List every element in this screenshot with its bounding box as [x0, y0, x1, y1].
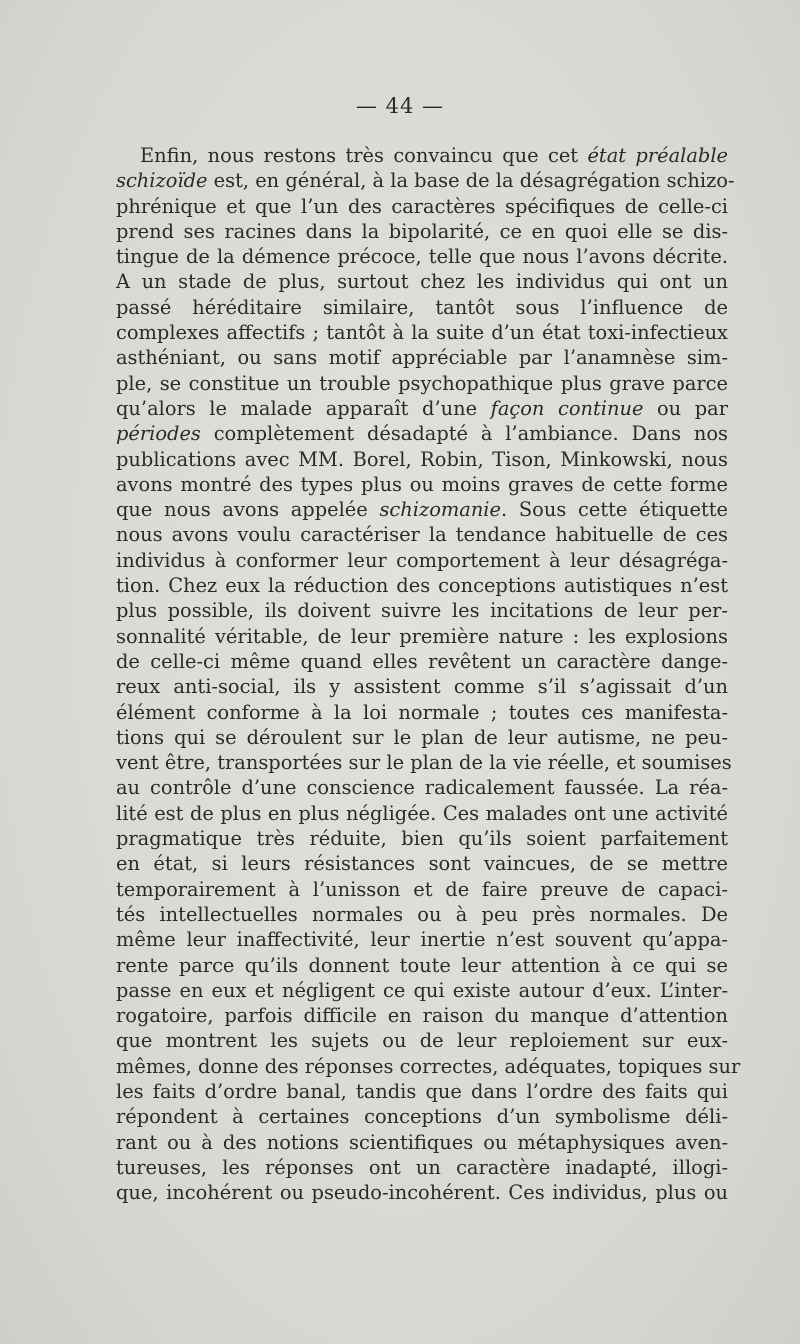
text-line	[116, 522, 728, 547]
text-segment: passe en eux et négligent ce qui existe autour d’eux. L’inter-	[116, 978, 728, 1002]
text-segment: phrénique et que l’un des caractères spécifiques de celle-ci	[116, 194, 728, 218]
text-segment: sonnalité véritable, de leur première nature : les explosions	[116, 624, 728, 648]
text-segment: élément conforme à la loi normale ; toutes ces manifesta-	[116, 700, 728, 724]
text-segment: ou par	[643, 396, 728, 420]
text-segment: est, en général, à la base de la désagrégation schizo-	[207, 169, 735, 193]
text-line	[116, 1003, 728, 1028]
text-segment: A un stade de plus, surtout chez les individus qui ont un	[116, 270, 728, 294]
text-line	[116, 700, 728, 725]
text-line	[116, 725, 728, 750]
text-segment: tions qui se déroulent sur le plan de leur autisme, ne peu-	[116, 725, 728, 749]
text-line	[116, 447, 728, 472]
text-line	[116, 1130, 728, 1155]
text-line	[116, 775, 728, 800]
text-segment: que nous avons appelée	[116, 498, 380, 522]
text-segment: que, incohérent ou pseudo-incohérent. Ces individus, plus ou	[116, 1181, 728, 1205]
text-segment: au contrôle d’une conscience radicalement faussée. La réa-	[116, 776, 728, 800]
page-number: — 44 —	[355, 94, 445, 118]
text-line	[116, 674, 728, 699]
text-segment: reux anti-social, ils y assistent comme s’il s’agissait d’un	[116, 675, 728, 699]
text-line	[116, 927, 728, 952]
text-segment: en état, si leurs résistances sont vaincues, de se mettre	[116, 852, 728, 876]
body-text	[116, 143, 741, 1205]
text-segment: répondent à certaines conceptions d’un symbolisme déli-	[116, 1105, 728, 1129]
text-line	[116, 269, 728, 294]
text-line	[116, 371, 728, 396]
text-segment: tureuses, les réponses ont un caractère inadapté, illogi-	[116, 1155, 728, 1179]
text-segment: tés intellectuelles normales ou à peu près normales. De	[116, 902, 728, 926]
text-line	[116, 421, 728, 446]
text-line	[116, 345, 728, 370]
text-line	[116, 1028, 728, 1053]
text-line	[116, 826, 728, 851]
text-line	[116, 548, 728, 573]
text-segment: temporairement à l’unisson et de faire preuve de capaci-	[116, 877, 728, 901]
text-segment: . Sous cette étiquette	[501, 498, 728, 522]
text-line	[116, 244, 728, 269]
text-segment: schizoïde	[116, 169, 208, 193]
text-segment: tingue de la démence précoce, telle que nous l’avons décrite.	[116, 245, 728, 269]
text-segment: schizomanie	[379, 498, 501, 522]
text-line	[116, 851, 728, 876]
text-line	[116, 396, 728, 421]
text-segment: périodes	[116, 422, 201, 446]
text-line	[116, 1180, 728, 1205]
text-segment: individus à conformer leur comportement à leur désagréga-	[116, 548, 728, 572]
text-segment: Enfin, nous restons très convaincu que cet	[140, 144, 588, 167]
text-line	[116, 1155, 728, 1180]
text-segment: façon continue	[490, 396, 644, 420]
text-segment: que montrent les sujets ou de leur reploiement sur eux-	[116, 1029, 728, 1053]
text-segment: tion. Chez eux la réduction des conceptions autistiques n’est	[116, 574, 728, 598]
text-line	[116, 573, 728, 598]
text-line	[116, 295, 728, 320]
text-segment: rogatoire, parfois difficile en raison du manque d’attention	[116, 1004, 728, 1028]
text-line	[116, 902, 728, 927]
text-line	[116, 194, 728, 219]
text-segment: rant ou à des notions scientifiques ou métaphysiques aven-	[116, 1130, 728, 1154]
text-line	[116, 953, 728, 978]
text-line	[116, 1104, 728, 1129]
text-segment: mêmes, donne des réponses correctes, adéquates, topiques sur	[116, 1054, 741, 1078]
text-line	[116, 978, 728, 1003]
text-segment: vent être, transportées sur le plan de la vie réelle, et soumises	[116, 751, 732, 775]
text-line	[116, 143, 728, 168]
text-segment: état préalable	[587, 144, 728, 167]
text-line	[116, 598, 728, 623]
text-segment: même leur inaffectivité, leur inertie n’est souvent qu’appa-	[116, 928, 728, 952]
text-line	[116, 497, 728, 522]
text-segment: lité est de plus en plus négligée. Ces malades ont une activité	[116, 801, 728, 825]
text-segment: publications avec MM. Borel, Robin, Tison, Minkowski, nous	[116, 447, 728, 471]
text-line	[116, 472, 728, 497]
text-segment: prend ses racines dans la bipolarité, ce en quoi elle se dis-	[116, 219, 728, 243]
text-segment: pragmatique très réduite, bien qu’ils soient parfaitement	[116, 827, 728, 851]
text-line	[116, 801, 728, 826]
text-segment: de celle-ci même quand elles revêtent un caractère dange-	[116, 649, 728, 673]
text-segment: qu’alors le malade apparaît d’une	[116, 396, 491, 420]
text-line	[116, 219, 728, 244]
text-line	[116, 624, 728, 649]
text-line	[116, 649, 728, 674]
text-line	[116, 1054, 741, 1079]
text-segment: passé héréditaire similaire, tantôt sous l’influence de	[116, 295, 728, 319]
text-segment: plus possible, ils doivent suivre les incitations de leur per-	[116, 599, 728, 623]
text-segment: complexes affectifs ; tantôt à la suite d’un état toxi-infectieux	[116, 321, 728, 345]
text-segment: avons montré des types plus ou moins graves de cette forme	[116, 472, 728, 496]
text-segment: les faits d’ordre banal, tandis que dans l’ordre des faits qui	[116, 1079, 728, 1103]
text-line	[116, 877, 728, 902]
text-segment: rente parce qu’ils donnent toute leur attention à ce qui se	[116, 953, 728, 977]
text-segment: asthéniant, ou sans motif appréciable par l’anamnèse sim-	[116, 346, 728, 370]
text-segment: ple, se constitue un trouble psychopathique plus grave parce	[116, 371, 728, 395]
text-line	[116, 750, 732, 775]
text-line	[116, 320, 728, 345]
text-segment: nous avons voulu caractériser la tendance habituelle de ces	[116, 523, 728, 547]
text-line	[116, 168, 735, 193]
text-segment: complètement désadapté à l’ambiance. Dans nos	[200, 422, 728, 446]
text-line	[116, 1079, 728, 1104]
